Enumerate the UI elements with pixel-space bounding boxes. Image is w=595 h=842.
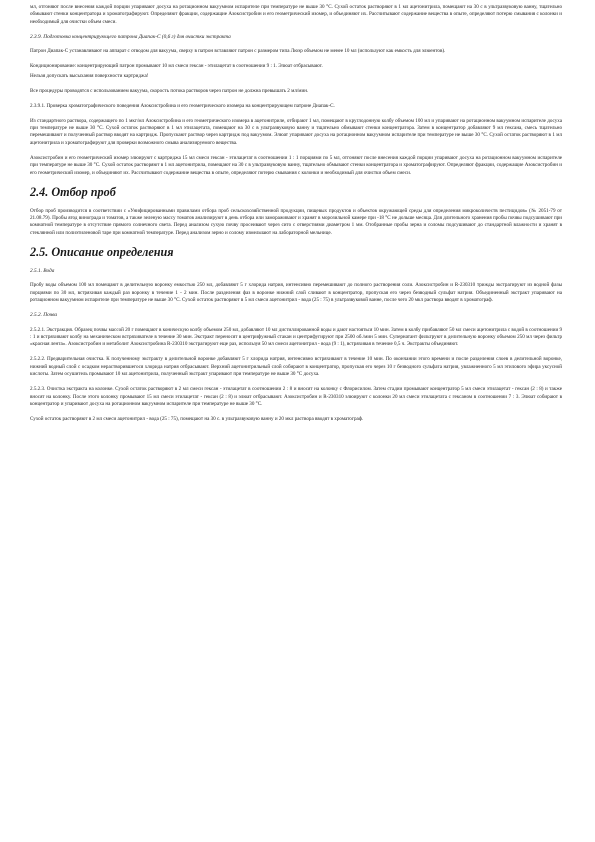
subheading-2-3-9: 2.3.9. Подготовка концентрирующего патрона Диапак-С (0,6 г) для очистки экстракта — [30, 33, 231, 40]
paragraph-standard-solution: Из стандартного раствора, содержащего по 1 мкг/мл Азоксистробина и его геометрического изомера в ацетонитриле, отбирают 1 мл, помещают в круглодонную колбу объемом 100 мл и упаривают на ротационном вакуумном испарителе досуха при температуре не выше 30 °С. Сухой остаток растворяют в 1 мл этилацетата, помещают на 30 с в ультразвуковую ванну и тщательно обмывают стенки концентратора. Затем в концентратор добавляют 9 мл гексана, смесь тщательно перемешивают и полученный раствор вводят на картридж. Пропускают раствор через картридж под вакуумом. Элюат упаривают досуха на ротационном вакуумном испарителе при температуре не выше 30 °С. Сухой остаток растворяют в 1 мл ацетонитрила и хроматографируют для проверки возможного смыва анализируемого вещества. — [30, 117, 562, 146]
paragraph-cartridge-setup: Патрон Диапак-С устанавливают на аппарат с отводом для вакуума, сверху в патрон вставляют патрон с размером типа Люэр объемом не менее 10 мл (используют как емкость для элюентов). — [30, 48, 446, 55]
paragraph-continued-elution: мл, отгоняют после внесения каждой порции упаривают досуха на ротационном вакуумном испарителе при температуре не выше 30 °С. Сухой остаток растворяют в 1 мл ацетонитрила, помещают на 30 с в ультразвуковую ванну, тщательно обмывают стенки концентратора и хроматографируют. Определяют фракции, содержащие Азоксистробин и его геометрический изомер, и объединяют их. Рассчитывают содержание вещества в опыте, определяют потерю смывания с колонки и необходимый для очистки объем смеси. — [30, 4, 562, 25]
paragraph-azoxystrobin-elution: Азоксистробин и его геометрический изомер элюируют с картриджа 15 мл смеси гексан - этилацетат в соотношении 1 : 1 порциями по 5 мл, отгоняют после внесения каждой порции упаривают досуха на ротационном вакуумном испарителе при температуре не выше 30 °С. Сухой остаток растворяют в 1 мл ацетонитрила, помещают на 30 с в ультразвуковую ванну, тщательно обмывают стенки концентратора и хроматографируют. Определяют фракции, содержащие Азоксистробин и его геометрический изомер, и объединяют их. Рассчитывают содержание вещества в опыте, определяют потерю смывания с колонки и необходимый для очистки объем смеси. — [30, 154, 562, 176]
paragraph-vacuum-procedures: Все процедуры проводятся с использованием вакуума, скорость потока растворов через патрон не должна превышать 2 мл/мин. — [30, 87, 309, 94]
paragraph-soil-final: Сухой остаток растворяют в 2 мл смеси ацетонитрил - вода (25 : 75), помещают на 30 с. в ультразвуковую ванну и 20 мкл раствора вводят в хроматограф. — [30, 415, 364, 422]
paragraph-conditioning: Кондиционирование: концентрирующий патрон промывают 10 мл смеси гексан - этилацетат в соотношении 9 : 1. Элюат отбрасывают. — [30, 63, 323, 70]
paragraph-sampling: Отбор проб производится в соответствии с «Унифицированными правилами отбора проб сельскохозяйственной продукции, пищевых продуктов и объектов окружающей среды для определения микроколичеств пестицидов» (№ 2051-79 от 21.08.79). Пробы ягод винограда и томатов, а также зеленую массу томатов анализируют в день отбора или замораживают и хранят в морозильной камере при -18 °С не дольше месяца. Для длительного хранения пробы почвы подсушивают при комнатной температуре в отсутствие прямого солнечного света. Перед анализом сухую почву просеивают через сито с отверстиями диаметром 1 мм. Отобранные пробы зерна и соломы подсушивают до стандартной влажности и хранят в стеклянной или полиэтиленовой таре при комнатной температуре. Перед анализом зерно и солому измельчают на лабораторной мельнице. — [30, 207, 562, 236]
paragraph-soil-preliminary-cleanup: 2.5.2.2. Предварительная очистка. К полученному экстракту в делительной воронке добавляют 5 г хлорида натрия, интенсивно встряхивают в течение 10 мин. По окончании этого времени и после разделения слоев в делительной воронке, нижний водный слой с осадком нерастворившегося хлорида натрия отбрасывают. Верхний ацетонитрильный слой собирают в концентратор, пропуская его через 10 г безводного сульфата натрия, увлажненного 5 мл этилового эфира уксусной кислоты. Затем осушитель промывают 10 мл ацетонитрила, полученный экстракт упаривают при температуре не выше 30 °С досуха. — [30, 356, 562, 378]
subheading-soil: 2.5.2. Почва — [30, 312, 58, 319]
paragraph-soil-extraction: 2.5.2.1. Экстракция. Образец почвы массой 20 г помещают в коническую колбу объемом 250 мл, добавляют 10 мл дистиллированной воды и дают настояться 10 мин. Затем в колбу прибавляют 50 мл смеси ацетонитрила с водой в соотношении 9 : 1 и встряхивают колбу на механическом встряхивателе в течение 30 мин. Экстракт переносят в центрифужный стакан и центрифугируют при 2500 об./мин 5 мин. Супернатант фильтруют в делительную воронку объемом 250 мл через фильтр «красная лента». Азоксистробин и метаболит Азоксистробина R-230310 экстрагируют еще раз, используя 50 мл смеси ацетонитрил - вода (9 : 1), встряхивая в течение 0,5 ч. Экстракты объединяют. — [30, 326, 562, 348]
section-title-determination: 2.5. Описание определения — [30, 244, 174, 259]
paragraph-conditioning-warning: Нельзя допускать высыхания поверхности картриджа! — [30, 72, 149, 79]
paragraph-2-3-9-1-heading: 2.3.9.1. Проверка хроматографического поведения Азоксистробина и его геометрического изомера на концентрирующем патроне Диапак-С. — [30, 102, 335, 109]
document-page — [30, 4, 562, 431]
paragraph-water: Пробу воды объемом 100 мл помещают в делительную воронку емкостью 250 мл, добавляют 5 г хлорида натрия, интенсивно перемешивают до полного растворения соли. Азоксистробин и R-230310 трижды экстрагируют из водной фазы порциями по 30 мл, встряхивая каждый раз воронку в течение 1 - 2 мин. После разделения фаз в воронке нижний слой сливают в концентратор, пропуская его через безводный сульфат натрия. Объединенный экстракт упаривают на ротационном вакуумном испарителе при температуре не выше 30 °С. Сухой остаток растворяют в 5 мл смеси ацетонитрил - вода (25 : 75) в ультразвуковой ванне, после чего 20 мкл раствора вводят в хроматограф. — [30, 282, 562, 304]
subheading-water: 2.5.1. Вода — [30, 267, 55, 274]
section-title-sampling: 2.4. Отбор проб — [30, 184, 116, 199]
paragraph-soil-column-cleanup: 2.5.2.3. Очистка экстракта на колонке. Сухой остаток растворяют в 2 мл смеси гексан - этилацетат в соотношении 2 : 8 и вносят на колонку с Флорисилом. Затем стадии промывают концентратор 5 мл смеси этилацетат - гексан (2 : 8) и также вносят на колонку. После этого колонку промывают 15 мл смеси этилацетат - гексан (2 : 8) и элюат отбрасывают. Азоксистробин и R-230310 элюируют с колонки 20 мл смеси этилацетата с гексаном в соотношении 7 : 3. Элюат собирают в концентратор и упаривают досуха на ротационном вакуумном испарителе при температуре не выше 30 °С. — [30, 386, 562, 407]
